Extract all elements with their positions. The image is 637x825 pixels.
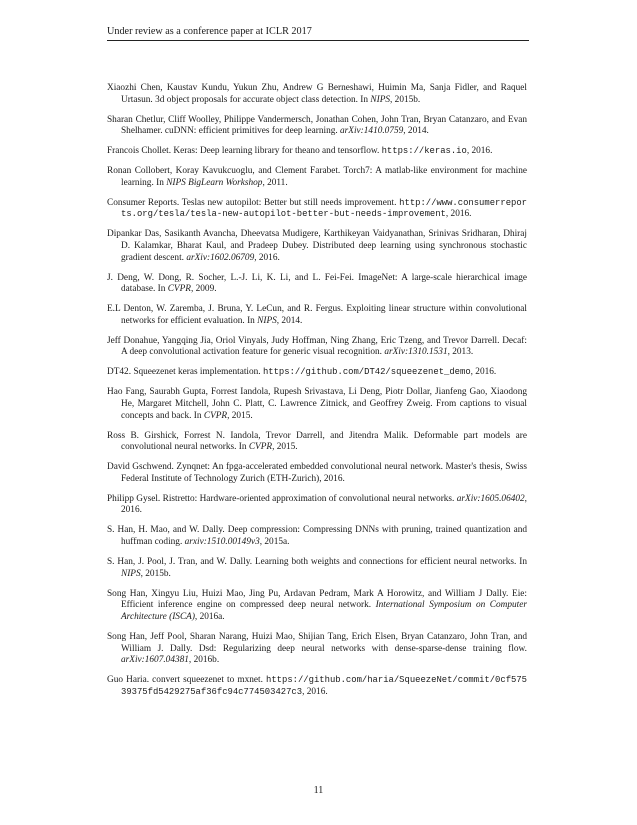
reference-venue: NIPS — [257, 315, 277, 326]
reference-suffix: , 2015. — [272, 442, 298, 453]
header-text: Under review as a conference paper at ICLR 2017 — [107, 26, 312, 37]
reference-url[interactable]: http://www.consumerreports.org/tesla/tesla-new-autopilot-better-but-needs-improvement — [121, 197, 527, 220]
reference-entry — [107, 462, 527, 485]
reference-entry — [107, 367, 527, 379]
reference-suffix: , 2009. — [190, 284, 217, 295]
reference-entry — [107, 557, 527, 580]
reference-venue: arXiv:1602.06709 — [186, 252, 255, 263]
reference-venue: CVPR — [203, 410, 228, 421]
reference-venue: arxiv:1510.00149v3 — [184, 537, 260, 548]
reference-text: Hao Fang, Saurabh Gupta, Forrest Iandola, Rupesh Srivastava, Li Deng, Piotr Dollar, Jianfeng Gao, Xiaodong He, Margaret Mitchell, John C. Platt, C. Lawrence Zitnick, and Geoffrey Zweig. From captions to visual concepts and back. In — [107, 387, 527, 421]
reference-suffix: , 2016. — [302, 686, 328, 697]
reference-venue: CVPR — [248, 442, 273, 453]
reference-suffix: , 2015b. — [390, 94, 421, 105]
reference-suffix: , 2014. — [276, 315, 303, 326]
reference-suffix: , 2015. — [227, 410, 253, 421]
reference-text: DT42. Squeezenet keras implementation. — [107, 367, 263, 378]
reference-url[interactable]: https://github.com/DT42/squeezenet_demo — [262, 367, 471, 378]
reference-url[interactable]: https://keras.io — [381, 146, 467, 157]
reference-entry — [107, 83, 527, 106]
running-header — [107, 26, 529, 41]
reference-suffix: , 2015b. — [140, 568, 171, 579]
reference-suffix: , 2016b. — [188, 655, 220, 666]
reference-url[interactable]: https://github.com/haria/SqueezeNet/commit/0cf57539375fd5429275af36fc94c774503427c3 — [121, 675, 527, 697]
reference-venue: CVPR — [167, 284, 191, 295]
reference-text: Song Han, Jeff Pool, Sharan Narang, Huizi Mao, Shijian Tang, Erich Elsen, Bryan Catanzaro, John Tran, and William J. Dally. Dsd: Regularizing deep neural networks with dense-sparse-dense training flow. — [107, 631, 527, 654]
reference-entry — [107, 589, 527, 624]
reference-venue: arXiv:1605.06402 — [456, 493, 525, 504]
reference-entry — [107, 198, 527, 221]
reference-entry — [107, 494, 527, 517]
reference-entry — [107, 166, 527, 189]
reference-entry — [107, 304, 527, 327]
reference-venue: arXiv:1607.04381 — [121, 655, 189, 666]
reference-venue: NIPS — [121, 568, 141, 579]
reference-suffix: , 2016. — [445, 209, 472, 220]
reference-entry — [107, 229, 527, 264]
reference-text: Song Han, Xingyu Liu, Huizi Mao, Jing Pu, Ardavan Pedram, Mark A Horowitz, and William J Dally. Eie: Efficient inference engine on compressed deep neural network. — [107, 588, 527, 611]
reference-entry — [107, 273, 527, 296]
reference-venue: arXiv:1410.0759 — [340, 126, 404, 137]
reference-text: Sharan Chetlur, Cliff Woolley, Philippe Vandermersch, Jonathan Cohen, John Tran, Bryan Catanzaro, and Evan Shelhamer. cuDNN: efficient primitives for deep learning. — [107, 114, 527, 137]
reference-text: Jeff Donahue, Yangqing Jia, Oriol Vinyals, Judy Hoffman, Ning Zhang, Eric Tzeng, and Trevor Darrell. Decaf: A deep convolutional activation feature for generic visual recognition. — [107, 335, 527, 358]
reference-venue: NIPS BigLearn Workshop — [166, 177, 263, 188]
reference-venue: arXiv:1310.1531 — [384, 347, 448, 358]
reference-text: Ross B. Girshick, Forrest N. Iandola, Trevor Darrell, and Jitendra Malik. Deformable part models are convolutional neural networks. In — [107, 430, 527, 453]
reference-entry — [107, 431, 527, 454]
reference-text: S. Han, J. Pool, J. Tran, and W. Dally. Learning both weights and connections for efficient neural networks. In — [107, 556, 527, 567]
reference-suffix: , 2014. — [403, 126, 429, 137]
reference-text: S. Han, H. Mao, and W. Dally. Deep compression: Compressing DNNs with pruning, trained quantization and huffman coding. — [107, 525, 527, 548]
reference-text: Philipp Gysel. Ristretto: Hardware-oriented approximation of convolutional neural networks. — [107, 493, 457, 504]
reference-text: Xiaozhi Chen, Kaustav Kundu, Yukun Zhu, Andrew G Berneshawi, Huimin Ma, Sanja Fidler, and Raquel Urtasun. 3d object proposals for accurate object class detection. In — [107, 83, 527, 105]
reference-suffix: , 2016. — [121, 493, 527, 516]
reference-entry — [107, 387, 527, 422]
reference-entry — [107, 146, 527, 158]
reference-entry — [107, 632, 527, 667]
reference-text: Consumer Reports. Teslas new autopilot: Better but still needs improvement. — [107, 197, 400, 208]
reference-suffix: , 2016. — [470, 367, 497, 378]
reference-text: Guo Haria. convert squeezenet to mxnet. — [107, 675, 267, 686]
reference-text: Ronan Collobert, Koray Kavukcuoglu, and Clement Farabet. Torch7: A matlab-like environment for machine learning. In — [107, 166, 527, 188]
reference-text: Francois Chollet. Keras: Deep learning library for theano and tensorflow. — [107, 146, 382, 157]
reference-entry — [107, 675, 527, 698]
reference-text: David Gschwend. Zynqnet: An fpga-accelerated embedded convolutional neural network. Master's thesis, Swiss Federal Institute of Technology Zurich (ETH-Zurich), 2016. — [107, 462, 527, 484]
reference-entry — [107, 115, 527, 138]
reference-suffix: , 2016. — [466, 146, 493, 157]
reference-suffix: , 2015a. — [259, 537, 290, 548]
references-list — [107, 83, 527, 707]
reference-text: J. Deng, W. Dong, R. Socher, L.-J. Li, K. Li, and L. Fei-Fei. ImageNet: A large-scale hierarchical image database. In — [107, 272, 527, 295]
page-number: 11 — [313, 785, 324, 796]
reference-entry — [107, 336, 527, 359]
reference-entry — [107, 525, 527, 548]
reference-text: Dipankar Das, Sasikanth Avancha, Dheevatsa Mudigere, Karthikeyan Vaidyanathan, Srinivas Sridharan, Dhiraj D. Kalamkar, Bharat Kaul, and Pradeep Dubey. Distributed deep learning using synchronous stochastic gradient descent. — [107, 229, 527, 263]
reference-text: E.L Denton, W. Zaremba, J. Bruna, Y. LeCun, and R. Fergus. Exploiting linear structure within convolutional networks for efficient evaluation. In — [107, 304, 527, 326]
reference-suffix: , 2016. — [254, 252, 280, 263]
reference-venue: International Symposium on Computer Architecture (ISCA) — [121, 600, 527, 622]
reference-suffix: , 2016a. — [194, 611, 225, 622]
reference-venue: NIPS — [370, 94, 391, 105]
reference-suffix: , 2011. — [262, 177, 288, 188]
reference-suffix: , 2013. — [447, 347, 474, 358]
